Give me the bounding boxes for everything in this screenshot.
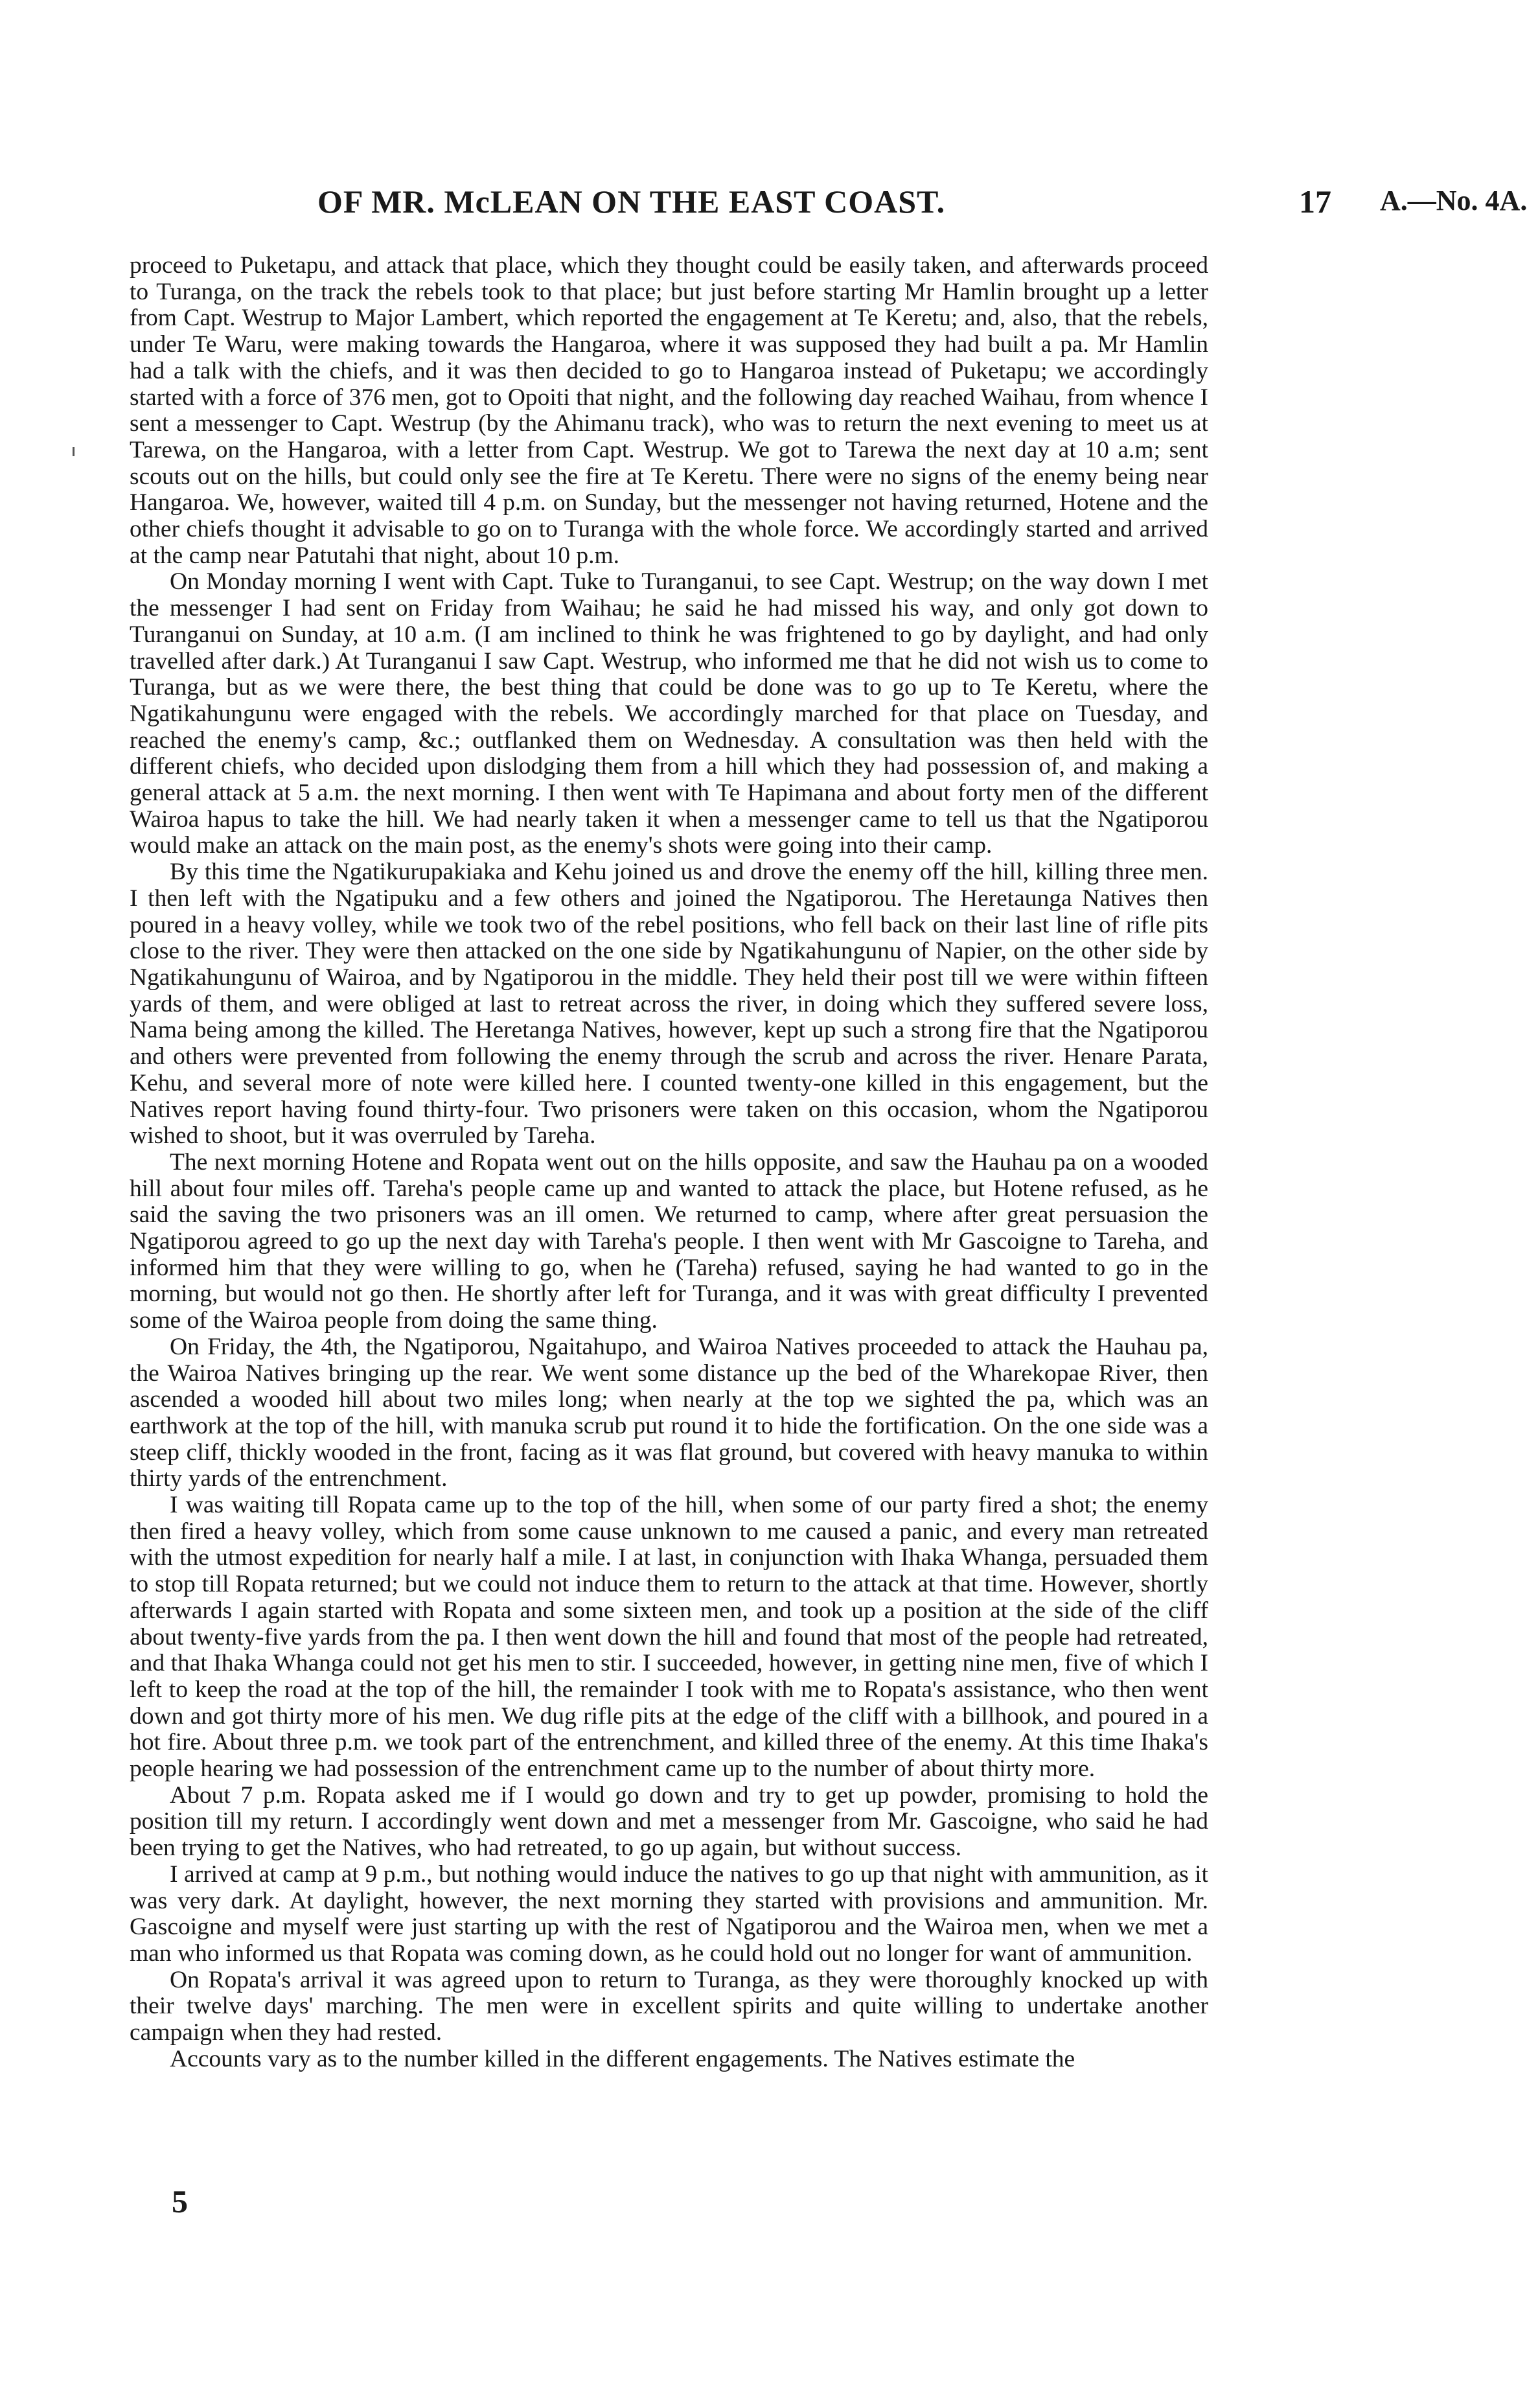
body-text [130, 253, 1208, 2073]
paragraph-2: On Monday morning I went with Capt. Tuke to Turanganui, to see Capt. Westrup; on the way down I met the messenger I had sent on Friday from Waihau; he said he had missed his way, and only got down to Turanganui on Sunday, at 10 a.m. (I am inclined to think he was frightened to go by daylight, and had only travelled after dark.) At Turanganui I saw Capt. Westrup, who informed me that he did not wish us to come to Turanga, but as we were there, the best thing that could be done was to go up to Te Keretu, where the Ngatikahungunu were engaged with the rebels. We accordingly marched for that place on Tuesday, and reached the enemy's camp, &c.; outflanked them on Wednesday. A consultation was then held with the different chiefs, who decided upon dislodging them from a hill which they had possession of, and making a general attack at 5 a.m. the next morning. I then went with Te Hapimana and about forty men of the different Wairoa hapus to take the hill. We had nearly taken it when a messenger came to tell us that the Ngatiporou would make an attack on the main post, as the enemy's shots were going into their camp. [130, 568, 1208, 859]
paragraph-8: I arrived at camp at 9 p.m., but nothing would induce the natives to go up that night with ammunition, as it was very dark. At daylight, however, the next morning they started with provisions and ammunition. Mr. Gascoigne and myself were just starting up with the rest of Ngatiporou and the Wairoa men, when we met a man who informed us that Ropata was coming down, as he could hold out no longer for want of ammunition. [130, 1860, 1208, 1967]
page-number: 17 [1299, 183, 1331, 220]
paragraph-1: proceed to Puketapu, and attack that place, which they thought could be easily taken, and afterwards proceed to Turanga, on the track the rebels took to that place; but just before starting Mr Hamlin brought up a letter from Capt. Westrup to Major Lambert, which reported the engagement at Te Keretu; and, also, that the rebels, under Te Waru, were making towards the Hangaroa, where it was supposed they had built a pa. Mr Hamlin had a talk with the chiefs, and it was then decided to go to Hangaroa instead of Puketapu; we accordingly started with a force of 376 men, got to Opoiti that night, and the following day reached Waihau, from whence I sent a messenger to Capt. Westrup (by the Ahimanu track), who was to return the next evening to meet us at Tarewa, on the Hangaroa, with a letter from Capt. Westrup. We got to Tarewa the next day at 10 a.m; sent scouts out on the hills, but could only see the fire at Te Keretu. There were no signs of the enemy being near Hangaroa. We, however, waited till 4 p.m. on Sunday, but the messenger not having returned, Hotene and the other chiefs thought it advisable to go on to Turanga with the whole force. We accordingly started and arrived at the camp near Patutahi that night, about 10 p.m. [130, 252, 1208, 569]
margin-mark [73, 447, 75, 456]
paragraph-4: The next morning Hotene and Ropata went out on the hills opposite, and saw the Hauhau pa on a wooded hill about four miles off. Tareha's people came up and wanted to attack the place, but Hotene refused, as he said the saving the two prisoners was an ill omen. We returned to camp, where after great persuasion the Ngatiporou agreed to go up the next day with Tareha's people. I then went with Mr Gascoigne to Tareha, and informed him that they were willing to go, when he (Tareha) refused, saying he had wanted to go in the morning, but would not go then. He shortly after left for Turanga, and it was with great difficulty I prevented some of the Wairoa people from doing the same thing. [130, 1148, 1208, 1334]
page-header [130, 183, 1527, 228]
paragraph-10: Accounts vary as to the number killed in the different engagements. The Natives estimate the [170, 2045, 1075, 2072]
paragraph-6: I was waiting till Ropata came up to the top of the hill, when some of our party fired a shot; the enemy then fired a heavy volley, which from some cause unknown to me caused a panic, and every man retreated with the utmost expedition for nearly half a mile. I at last, in conjunction with Ihaka Whanga, persuaded them to stop till Ropata returned; but we could not induce them to return to the attack at that time. However, shortly afterwards I again started with Ropata and some sixteen men, and took up a position at the side of the cliff about twenty-five yards from the pa. I then went down the hill and found that most of the people had retreated, and that Ihaka Whanga could not get his men to stir. I succeeded, however, in getting nine men, five of which I left to keep the road at the top of the hill, the remainder I took with me to Ropata's assistance, who then went down and got thirty more of his men. We dug rifle pits at the edge of the cliff with a billhook, and poured in a hot fire. About three p.m. we took part of the entrenchment, and killed three of the enemy. At this time Ihaka's people hearing we had possession of the entrenchment came up to the number of about thirty more. [130, 1492, 1208, 1783]
paragraph-3: By this time the Ngatikurupakiaka and Kehu joined us and drove the enemy off the hill, killing three men. I then left with the Ngatipuku and a few others and joined the Ngatiporou. The Heretaunga Natives then poured in a heavy volley, while we took two of the rebel positions, who fell back on their last line of rifle pits close to the river. They were then attacked on the one side by Ngatikahungunu of Napier, on the other side by Ngatikahungunu of Wairoa, and by Ngatiporou in the middle. They held their post till we were within fifteen yards of them, and were obliged at last to retreat across the river, in doing which they suffered severe loss, Nama being among the killed. The Heretanga Natives, however, kept up such a strong fire that the Ngatiporou and others were prevented from following the enemy through the scrub and across the river. Henare Parata, Kehu, and several more of note were killed here. I counted twenty-one killed in this engagement, but the Natives report having found thirty-four. Two prisoners were taken on this occasion, whom the Ngatiporou wished to shoot, but it was overruled by Tareha. [130, 859, 1208, 1150]
paragraph-9: On Ropata's arrival it was agreed upon to return to Turanga, as they were thoroughly knocked up with their twelve days' marching. The men were in excellent spirits and quite willing to undertake another campaign when they had rested. [130, 1966, 1208, 2046]
paragraph-7: About 7 p.m. Ropata asked me if I would go down and try to get up powder, promising to hold the position till my return. I accordingly went down and met a messenger from Mr. Gascoigne, who said he had been trying to get the Natives, who had retreated, to go up again, but without success. [130, 1781, 1208, 1862]
running-title: OF MR. McLEAN ON THE EAST COAST. [317, 183, 946, 220]
document-reference: A.—No. 4A. [1380, 185, 1527, 216]
paragraph-5: On Friday, the 4th, the Ngatiporou, Ngaitahupo, and Wairoa Natives proceeded to attack the Hauhau pa, the Wairoa Natives bringing up the rear. We went some distance up the bed of the Wharekopae River, then ascended a wooded hill about two miles long; when nearly at the top we sighted the pa, which was an earthwork at the top of the hill, with manuka scrub put round it to hide the fortification. On the one side was a steep cliff, thickly wooded in the front, facing as it was flat ground, but covered with heavy manuka to within thirty yards of the entrenchment. [130, 1333, 1208, 1492]
signature-mark: 5 [172, 2183, 188, 2219]
